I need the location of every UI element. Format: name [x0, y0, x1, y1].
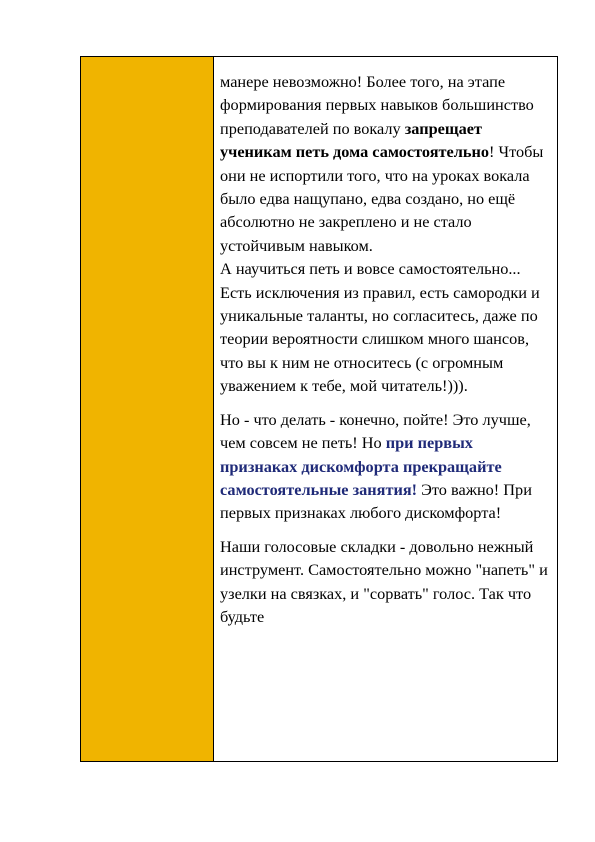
paragraph-1-text-a: манере невозможно! Более того, на этапе формирования первых навыков большинство преподавателей по вокалу [220, 72, 534, 138]
paragraph-3-highlight-phrase: при первых признаках дискомфорта прекращайте самостоятельные занятия! [220, 433, 502, 499]
paragraph-1 [220, 70, 551, 257]
content-table [80, 56, 558, 762]
paragraph-2 [220, 257, 551, 397]
text-column [214, 57, 557, 761]
paragraph-3-text-a: Но - что делать - конечно, пойте! Это лучше, чем совсем не петь! Но [220, 409, 531, 453]
paragraph-3-text-b: Это важно! При первых признаках любого дискомфорта! [220, 479, 532, 523]
paragraph-4-text: Наши голосовые складки - довольно нежный инструмент. Самостоятельно можно "напеть" и узелки на связках, и "сорвать" голос. Так что будьте [220, 536, 548, 626]
paragraph-3 [220, 408, 551, 525]
paragraph-1-bold-phrase: запрещает ученикам петь дома самостоятельно [220, 118, 490, 162]
decorative-side-column [81, 57, 214, 761]
paragraph-1-text-b: ! Чтобы они не испортили того, что на уроках вокала было едва нащупано, едва создано, но ещё абсолютно не закреплено и не стало устойчивым навыком. [220, 142, 544, 255]
paragraph-4 [220, 535, 551, 629]
paragraph-2-text: А научиться петь и вовсе самостоятельно... Есть исключения из правил, есть самородки и уникальные таланты, но согласитесь, даже по теории вероятности слишком много шансов, что вы к ним не относитесь (с огромным уважением к тебе, мой читатель!))). [220, 259, 540, 396]
